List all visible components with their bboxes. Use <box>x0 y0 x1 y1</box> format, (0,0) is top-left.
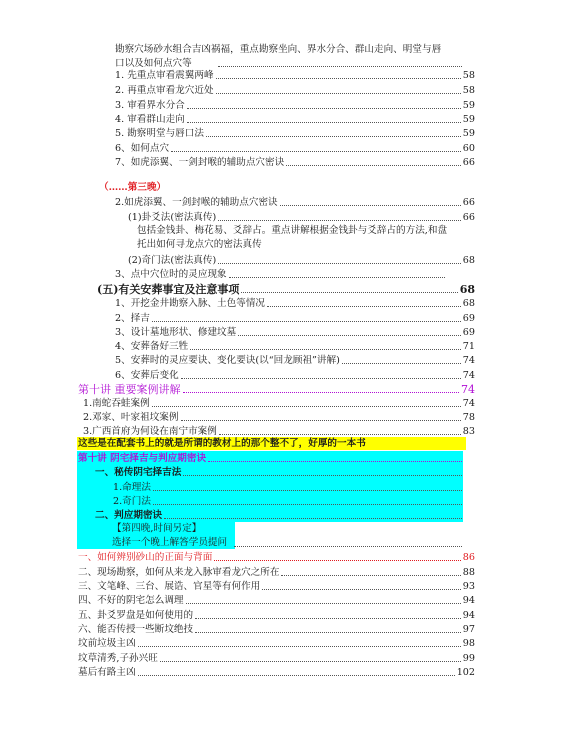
toc-entry[interactable]: 六、能否传授一些断坟绝技 97 <box>78 624 475 635</box>
toc-entry[interactable]: (2)奇门法(密法真传) 68 <box>128 255 475 266</box>
sub1-description-1: 包括金钱卦、梅花易、爻辞占。重点讲解根据金钱卦与爻辞占的方法,和盘 <box>137 225 448 236</box>
toc-entry[interactable]: 6、安葬后变化 74 <box>115 370 475 381</box>
toc-entry[interactable]: 五、卦爻罗盘是如何使用的 94 <box>78 610 475 621</box>
fourth-night-leader <box>234 537 462 550</box>
third-night-heading: （……第三晚） <box>99 182 167 193</box>
toc-entry[interactable]: 2. 再重点审看龙穴近处 58 <box>115 85 475 96</box>
toc-entry[interactable]: 二、现场勘察，如何从来龙入脉审看龙穴之所在 88 <box>78 567 475 578</box>
toc-entry[interactable]: 3. 审看界水分合 59 <box>115 100 475 111</box>
toc-entry[interactable]: 1. 先重点审看震翼两峰 58 <box>115 70 475 81</box>
toc-entry[interactable]: 3、设计墓地形状、修建坟墓 69 <box>115 327 475 338</box>
yin-one-heading[interactable]: 一、秘传阴宅择吉法 <box>95 466 462 479</box>
toc-entry[interactable]: 3、点中穴位时的灵应现象 <box>115 268 475 281</box>
toc-entry[interactable]: (1)卦爻法(密法真传) 66 <box>128 212 475 223</box>
toc-entry[interactable]: 2.如虎添翼、一剑封喉的辅助点穴密诀 66 <box>115 197 475 208</box>
note-text: 这些是在配套书上的就是所谓的教材上的那个整不了，好厚的一本书 <box>78 438 366 449</box>
lecture-yin-heading[interactable]: 第十讲 阴宅择吉与判应期密诀 <box>78 452 462 465</box>
toc-entry[interactable]: 4、安葬备好三牲 71 <box>115 341 475 352</box>
toc-section-heading[interactable]: (五)有关安葬事宜及注意事项 68 <box>97 283 475 296</box>
toc-entry[interactable]: 四、不好的阴宅怎么调理 94 <box>78 595 475 606</box>
toc-entry-highlighted[interactable]: 一、如何辨别砂山的正面与背面 86 <box>78 552 475 563</box>
toc-entry[interactable]: 1.命理法 <box>113 481 462 494</box>
toc-entry[interactable]: 5. 勘察明堂与唇口法 59 <box>115 128 475 139</box>
fourth-night-heading: 【第四晚,时间另定】 <box>112 523 202 534</box>
lecture-10-heading[interactable]: 第十讲 重要案例讲解 74 <box>78 383 475 396</box>
toc-entry[interactable]: 墓后有路主凶 102 <box>78 667 475 678</box>
toc-entry[interactable]: 4. 审看群山走向 59 <box>115 114 475 125</box>
yin-two-heading[interactable]: 二、判应期密诀 <box>95 509 462 522</box>
fourth-night-description: 选择一个晚上解答学员提问 <box>112 537 228 548</box>
toc-entry[interactable]: 坟草清秀,子孙兴旺 99 <box>78 653 475 664</box>
toc-entry[interactable]: 1.南蛇吞蛙案例 74 <box>83 398 475 409</box>
toc-entry[interactable]: 三、文笔峰、三台、展诰、官星等有何作用 93 <box>78 581 475 592</box>
toc-entry[interactable]: 1、开挖金井勘察入脉、土色等情况 68 <box>115 298 475 309</box>
intro-line-1: 勘察穴场砂水组合吉凶祸福，重点勘察坐向、界水分合、群山走向、明堂与唇 <box>115 44 442 55</box>
toc-entry[interactable]: 6、如何点穴 60 <box>115 143 475 154</box>
intro-line-2: 口以及如何点穴等 <box>115 58 192 69</box>
toc-entry[interactable]: 坟前垃圾主凶 98 <box>78 638 475 649</box>
toc-entry[interactable]: 5、安葬时的灵应要诀、变化要诀(以“回龙顾祖”讲解) 74 <box>115 355 475 366</box>
toc-entry[interactable]: 2.邓家、叶家祖坟案例 78 <box>83 412 475 423</box>
toc-entry[interactable]: 7、如虎添翼、一剑封喉的辅助点穴密诀 66 <box>115 157 475 168</box>
toc-entry[interactable]: 2、择吉 69 <box>115 313 475 324</box>
toc-entry[interactable]: 2.奇门法 <box>113 495 462 508</box>
toc-entry[interactable]: 3.广西首府为何设在南宁市案例 83 <box>83 426 475 437</box>
sub1-description-2: 托出如何寻龙点穴的密法真传 <box>137 239 262 250</box>
